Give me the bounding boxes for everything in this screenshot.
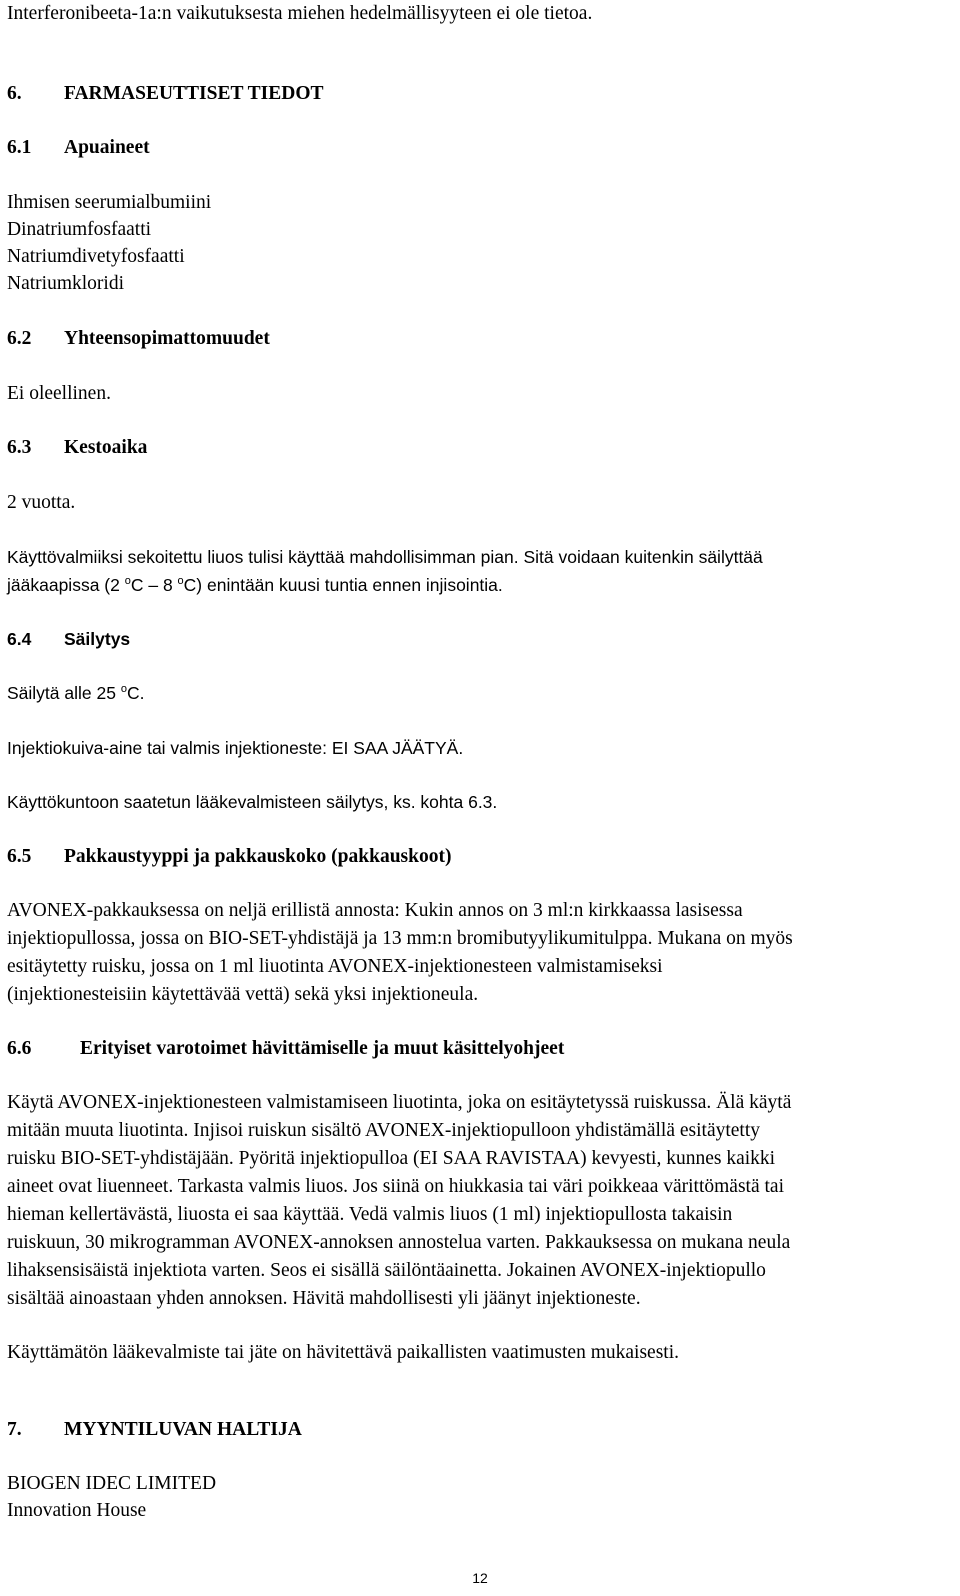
storage-reference-text: Käyttökuntoon saatetun lääkevalmisteen säilytys, ks. kohta 6.3.: [7, 792, 498, 812]
handling-line: ruiskuun, 30 mikrogramman AVONEX-annoksen annostelua varten. Pakkauksessa on mukana neula: [7, 1232, 791, 1253]
storage-temp-text: Säilytä alle 25 $^o$C.: [7, 683, 145, 703]
section-7-heading: [7, 1416, 302, 1444]
excipient-item: Natriumdivetyfosfaatti: [7, 246, 185, 267]
fridge-storage-line: jääkaapissa (2 $^o$C – 8 $^o$C) enintään kuusi tuntia ennen injisointia.: [7, 575, 503, 595]
freeze-warning-text: Injektiokuiva-aine tai valmis injektioneste: EI SAA JÄÄTYÄ.: [7, 738, 464, 758]
section-6-2-heading: [7, 325, 270, 353]
section-title: Erityiset varotoimet hävittämiselle ja muut käsittelyohjeet: [80, 1038, 565, 1059]
section-title: Pakkaustyyppi ja pakkauskoko (pakkauskoot): [64, 846, 452, 867]
section-number: 6.4: [7, 629, 32, 649]
holder-name: BIOGEN IDEC LIMITED: [7, 1473, 217, 1494]
handling-line: ruisku BIO-SET-yhdistäjään. Pyöritä injektiopulloa (EI SAA RAVISTAA) kevyesti, kunnes kaikki: [7, 1148, 776, 1169]
excipient-item: Dinatriumfosfaatti: [7, 219, 152, 240]
section-title: FARMASEUTTISET TIEDOT: [64, 83, 324, 104]
section-number: 6.: [7, 83, 22, 104]
incompatibilities-text: Ei oleellinen.: [7, 383, 111, 404]
section-title: Yhteensopimattomuudet: [64, 328, 270, 349]
section-6-3-heading: [7, 434, 147, 462]
section-6-6-heading: [7, 1035, 564, 1063]
handling-line: lihaksensisäistä injektiota varten. Seos ei sisällä säilöntäainetta. Jokainen AVONEX-injektiopullo: [7, 1260, 766, 1281]
section-title: Säilytys: [64, 629, 131, 649]
package-line: AVONEX-pakkauksessa on neljä erillistä annosta: Kukin annos on 3 ml:n kirkkaassa lasisessa: [7, 900, 743, 921]
section-number: 6.3: [7, 437, 32, 458]
handling-line: hieman kellertävästä, liuosta ei saa käyttää. Vedä valmis liuos (1 ml) injektiopullosta takaisin: [7, 1204, 733, 1225]
handling-line: sisältää ainoastaan yhden annoksen. Hävitä mahdollisesti yli jäänyt injektioneste.: [7, 1288, 641, 1309]
section-title: MYYNTILUVAN HALTIJA: [64, 1419, 302, 1440]
package-line: (injektionesteisiin käytettävää vettä) sekä yksi injektioneula.: [7, 984, 479, 1005]
reconstituted-use-line: Käyttövalmiiksi sekoitettu liuos tulisi käyttää mahdollisimman pian. Sitä voidaan kuitenkin säilyttää: [7, 547, 763, 567]
section-title: Apuaineet: [64, 137, 150, 158]
excipient-item: Natriumkloridi: [7, 273, 124, 294]
shelf-life-text: 2 vuotta.: [7, 492, 76, 513]
section-number: 6.2: [7, 328, 32, 349]
handling-line: Käytä AVONEX-injektionesteen valmistamiseen liuotinta, joka on esitäytetyssä ruiskussa. Älä käytä: [7, 1092, 792, 1113]
intro-text: Interferonibeeta-1a:n vaikutuksesta miehen hedelmällisyyteen ei ole tietoa.: [7, 3, 593, 24]
section-number: 6.1: [7, 137, 32, 158]
disposal-text: Käyttämätön lääkevalmiste tai jäte on hävitettävä paikallisten vaatimusten mukaisesti.: [7, 1342, 679, 1363]
section-6-1-heading: [7, 134, 150, 162]
holder-address: Innovation House: [7, 1500, 147, 1521]
excipient-item: Ihmisen seerumialbumiini: [7, 192, 212, 213]
handling-line: mitään muuta liuotinta. Injisoi ruiskun sisältö AVONEX-injektiopulloon yhdistämällä esitäytetty: [7, 1120, 761, 1141]
section-6-5-heading: [7, 843, 451, 871]
section-title: Kestoaika: [64, 437, 148, 458]
section-number: 6.5: [7, 846, 32, 867]
package-line: injektiopullossa, jossa on BIO-SET-yhdistäjä ja 13 mm:n bromibutyylikumitulppa. Mukana on myös: [7, 928, 793, 949]
section-6-heading: [7, 80, 324, 108]
section-number: 7.: [7, 1419, 22, 1440]
page-number: 12: [472, 1570, 488, 1586]
section-6-4-heading: [7, 625, 130, 653]
section-number: 6.6: [7, 1038, 32, 1059]
handling-line: aineet ovat liuenneet. Tarkasta valmis liuos. Jos siinä on hiukkasia tai väri poikkeaa värittömästä tai: [7, 1176, 784, 1197]
package-line: esitäytetty ruisku, jossa on 1 ml liuotinta AVONEX-injektionesteen valmistamiseksi: [7, 956, 663, 977]
